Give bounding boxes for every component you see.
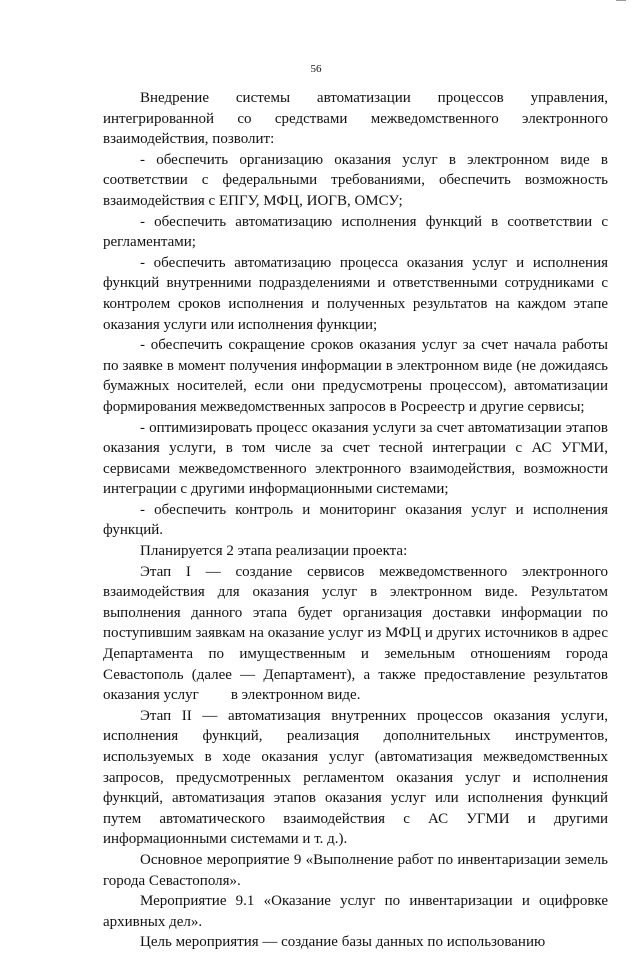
paragraph-goal: Цель мероприятия — создание базы данных по использованию	[140, 934, 546, 951]
paragraph-stage-2: Этап II — автоматизация внутренних процессов оказания услуги, исполнения функций, реализация дополнительных инструментов, используемых в ходе оказания услуг (автоматизация межведомственных запросов, предусмотренных регламентом оказания услуг и исполнения функций, автоматизация этапов оказания услуг или исполнения функций путем автоматического взаимодействия с АС УГМИ и другими информационными системами и т. д.).	[103, 707, 608, 848]
list-item-optimize-process: - оптимизировать процесс оказания услуги за счет автоматизации этапов оказания услуги, в том числе за счет тесной интеграции с АС УГМИ, сервисами межведомственного электронного взаимодействия, возможности интеграции с другими информационными системами;	[103, 419, 608, 498]
paragraph-stages-intro: Планируется 2 этапа реализации проекта:	[140, 543, 408, 560]
scan-corner-mark	[616, 0, 626, 4]
stage-1-text-end: в электронном виде.	[230, 687, 361, 704]
document-body	[103, 88, 608, 953]
stage-1-text: Этап I — создание сервисов межведомственного электронного взаимодействия для оказания услуг в электронном виде. Результатом выполнения данного этапа будет организация доставки информации по поступившим заявкам на оказание услуг из МФЦ и других источников в адрес Департамента по имущественным и земельным отношениям города Севастополь (далее — Департамент), а также предоставление результатов оказания услуг	[103, 563, 608, 704]
list-item-organize-electronic-services: - обеспечить организацию оказания услуг в электронном виде в соответствии с федеральными требованиями, обеспечить возможность взаимодействия с ЕПГУ, МФЦ, ИОГВ, ОМСУ;	[103, 151, 608, 209]
list-item-control-monitoring: - обеспечить контроль и мониторинг оказания услуг и исполнения функций.	[103, 501, 608, 539]
paragraph-stage-1	[103, 562, 608, 706]
list-item-automate-service-process: - обеспечить автоматизацию процесса оказания услуг и исполнения функций внутренними подразделениями и ответственными сотрудниками с контролем сроков исполнения и полученных результатов на каждом этапе оказания услуги или исполнения функции;	[103, 254, 608, 333]
list-item-automate-functions: - обеспечить автоматизацию исполнения функций в соответствии с регламентами;	[103, 213, 608, 251]
paragraph-main-event-9: Основное мероприятие 9 «Выполнение работ по инвентаризации земель города Севастополя».	[103, 851, 608, 889]
paragraph-event-9-1: Мероприятие 9.1 «Оказание услуг по инвентаризации и оцифровке архивных дел».	[103, 893, 608, 930]
page-number: 56	[310, 63, 322, 75]
list-item-reduce-service-time: - обеспечить сокращение сроков оказания услуг за счет начала работы по заявке в момент получения информации в электронном виде (не дожидаясь бумажных носителей, если они предусмотрены процессом), автоматизации формирования межведомственных запросов в Росреестр и другие сервисы;	[103, 337, 608, 415]
paragraph-intro: Внедрение системы автоматизации процессов управления, интегрированной со средствами межведомственного электронного взаимодействия, позволит:	[103, 90, 608, 148]
